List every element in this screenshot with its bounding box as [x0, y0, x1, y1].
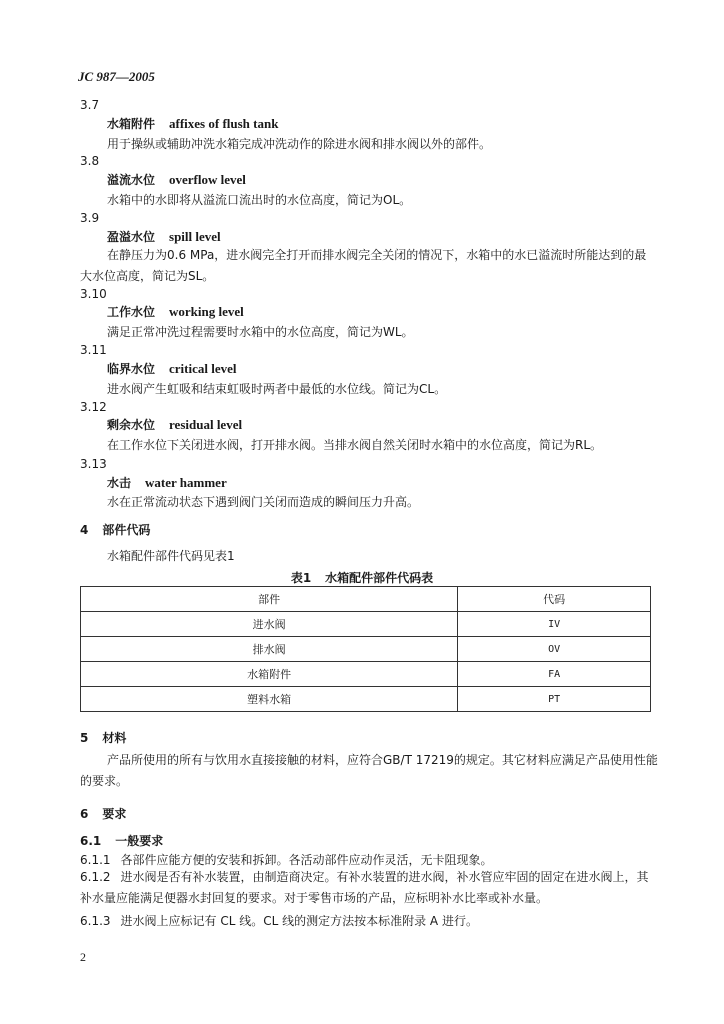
standard-code: JC 987—2005 [78, 69, 155, 84]
term-definition: 在静压力为0.6 MPa，进水阀完全打开而排水阀完全关闭的情况下，水箱中的水已溢流时所能达到的最大水位高度，简记为SL。 [80, 248, 647, 283]
table-row [81, 612, 651, 637]
table-row [81, 637, 651, 662]
term-title: 临界水位 critical level [107, 361, 237, 376]
table-cell: IV [458, 612, 651, 637]
term-number: 3.13 [80, 457, 107, 471]
table-row [81, 662, 651, 687]
table-cell: 塑料水箱 [81, 687, 458, 712]
table-cell: 排水阀 [81, 637, 458, 662]
term-number: 3.10 [80, 287, 107, 301]
term-definition: 在工作水位下关闭进水阀，打开排水阀。当排水阀自然关闭时水箱中的水位高度，简记为RL。 [107, 438, 603, 452]
term-number: 3.7 [80, 98, 100, 112]
term-definition: 进水阀产生虹吸和结束虹吸时两者中最低的水位线。简记为CL。 [107, 382, 447, 396]
term-title: 水箱附件 affixes of flush tank [107, 116, 279, 131]
term-number: 3.11 [80, 343, 107, 357]
term-definition: 水箱中的水即将从溢流口流出时的水位高度，简记为OL。 [107, 193, 412, 207]
term-definition: 满足正常冲洗过程需要时水箱中的水位高度，简记为WL。 [107, 325, 414, 339]
term-number: 3.8 [80, 154, 100, 168]
term-title: 工作水位 working level [107, 304, 244, 319]
term-title: 剩余水位 residual level [107, 417, 243, 432]
parts-code-table [80, 586, 651, 712]
section-heading: 4 部件代码 [80, 523, 151, 537]
table-cell: FA [458, 662, 651, 687]
term-definition: 水在正常流动状态下遇到阀门关闭而造成的瞬间压力升高。 [107, 495, 420, 509]
table-caption: 表1 水箱配件部件代码表 [290, 571, 434, 585]
table-cell: 进水阀 [81, 612, 458, 637]
table-header-cell: 代码 [458, 587, 651, 612]
section-heading: 5 材料 [80, 731, 127, 745]
term-definition: 用于操纵或辅助冲洗水箱完成冲洗动作的除进水阀和排水阀以外的部件。 [107, 137, 492, 151]
table-header-cell: 部件 [81, 587, 458, 612]
clause: 6.1.1 各部件应能方便的安装和拆卸。各活动部件应动作灵活，无卡阻现象。 [80, 853, 493, 867]
clause: 6.1.3 进水阀上应标记有 CL 线。CL 线的测定方法按本标准附录 A 进行。 [80, 914, 478, 928]
table-row [81, 687, 651, 712]
table-cell: OV [458, 637, 651, 662]
section-text: 产品所使用的所有与饮用水直接接触的材料，应符合GB/T 17219的规定。其它材料应满足产品使用性能的要求。 [80, 753, 658, 788]
clause: 6.1.2 进水阀是否有补水装置，由制造商决定。有补水装置的进水阀，补水管应牢固的固定在进水阀上，其补水量应能满足便器水封回复的要求。对于零售市场的产品，应标明补水比率或补水量。 [80, 870, 649, 905]
term-title: 盈溢水位 spill level [107, 229, 221, 244]
subsection-heading: 6.1 一般要求 [80, 834, 164, 848]
table-header-row [81, 587, 651, 612]
table-cell: PT [458, 687, 651, 712]
section-text: 水箱配件部件代码见表1 [107, 549, 235, 563]
table-cell: 水箱附件 [81, 662, 458, 687]
page-number: 2 [80, 950, 86, 964]
section-heading: 6 要求 [80, 807, 127, 821]
term-title: 溢流水位 overflow level [107, 172, 246, 187]
term-title: 水击 water hammer [107, 475, 227, 490]
term-number: 3.9 [80, 211, 100, 225]
term-number: 3.12 [80, 400, 107, 414]
